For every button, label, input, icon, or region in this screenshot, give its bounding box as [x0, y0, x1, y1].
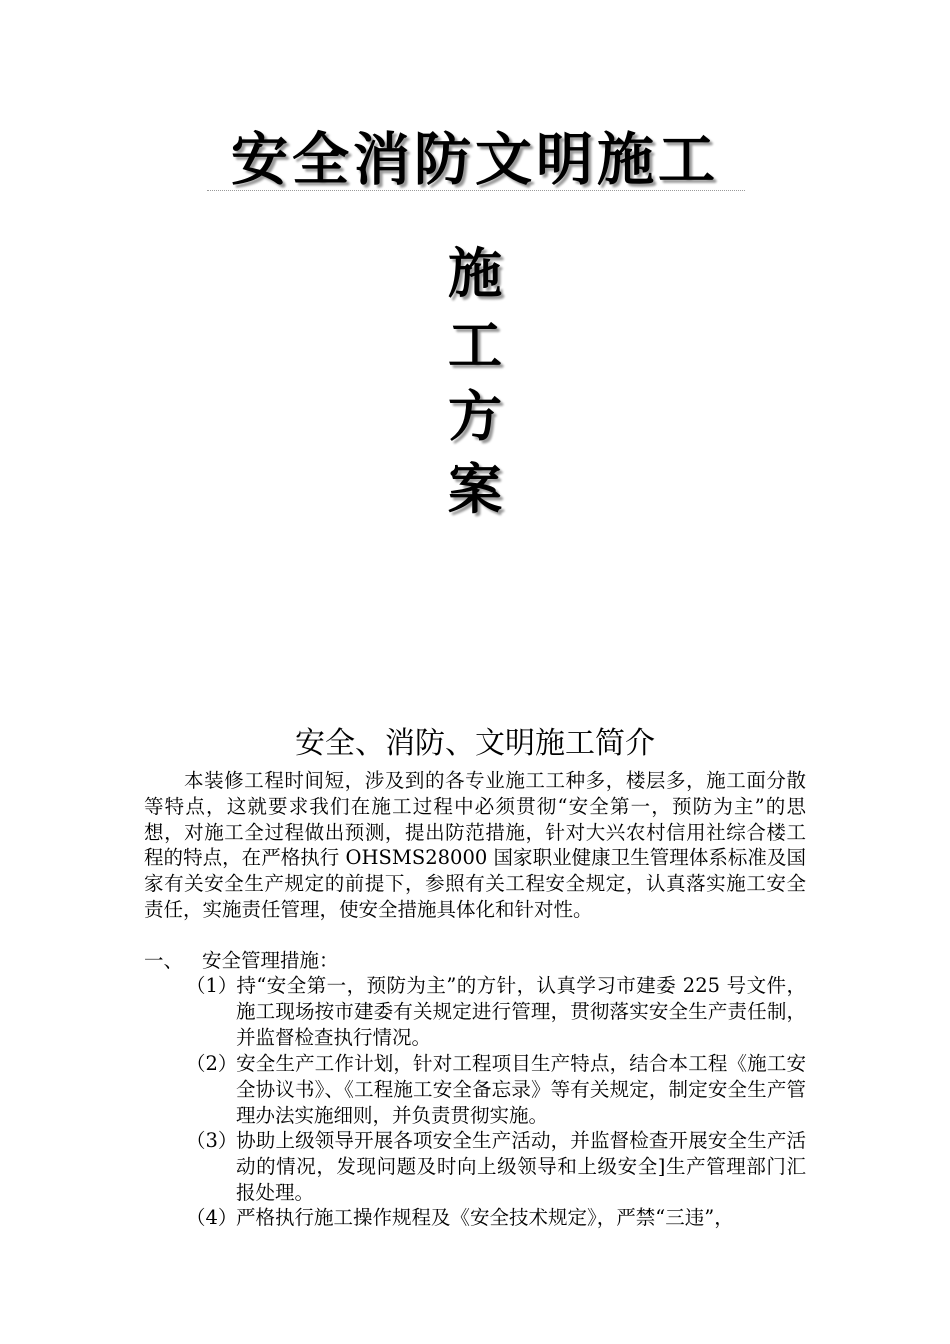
list-item [186, 1205, 806, 1231]
cover-title-underline [207, 190, 745, 191]
list-item [186, 1051, 806, 1128]
part-one-number: 一、 [144, 949, 184, 972]
list-item-number: （3） [186, 1129, 238, 1152]
subtitle-char-2: 工 [448, 313, 502, 377]
intro-paragraph: 本装修工程时间短，涉及到的各专业施工工种多，楼层多，施工面分散等特点，这就要求我们在施工过程中必须贯彻“安全第一，预防为主”的思想，对施工全过程做出预测，提出防范措施，针对大兴农村信用社综合楼工程的特点，在严格执行 OHSMS28000 国家职业健康卫生管理体系标准及国家有关安全生产规定的前提下，参照有关工程安全规定，认真落实施工安全责任，实施责任管理，使安全措施具体化和针对性。 [144, 769, 806, 921]
list-item-text: 协助上级领导开展各项安全生产活动，并监督检查开展安全生产活动的情况，发现问题及时向上级领导和上级安全]生产管理部门汇报处理。 [236, 1129, 806, 1204]
list-item [186, 973, 806, 1050]
list-item [186, 1128, 806, 1205]
subtitle-char-4: 案 [448, 457, 502, 521]
part-one-heading [144, 948, 339, 974]
list-item-number: （4） [186, 1206, 238, 1229]
list-item-text: 严格执行施工操作规程及《安全技术规定》，严禁“三违”， [236, 1206, 734, 1229]
part-one-title: 安全管理措施： [202, 949, 339, 972]
cover-title: 安全消防文明施工 [231, 126, 719, 193]
subtitle-char-3: 方 [448, 384, 502, 448]
list-item-number: （2） [186, 1052, 238, 1075]
subtitle-char-1: 施 [448, 241, 502, 305]
list-item-text: 安全生产工作计划，针对工程项目生产特点，结合本工程《施工安全协议书》、《工程施工安全备忘录》等有关规定，制定安全生产管理办法实施细则，并负责贯彻实施。 [236, 1052, 806, 1127]
section-heading: 安全、消防、文明施工简介 [295, 726, 655, 761]
list-item-number: （1） [186, 974, 238, 997]
list-item-text: 持“安全第一，预防为主”的方针，认真学习市建委 225 号文件，施工现场按市建委有关规定进行管理，贯彻落实安全生产责任制，并监督检查执行情况。 [236, 974, 806, 1049]
